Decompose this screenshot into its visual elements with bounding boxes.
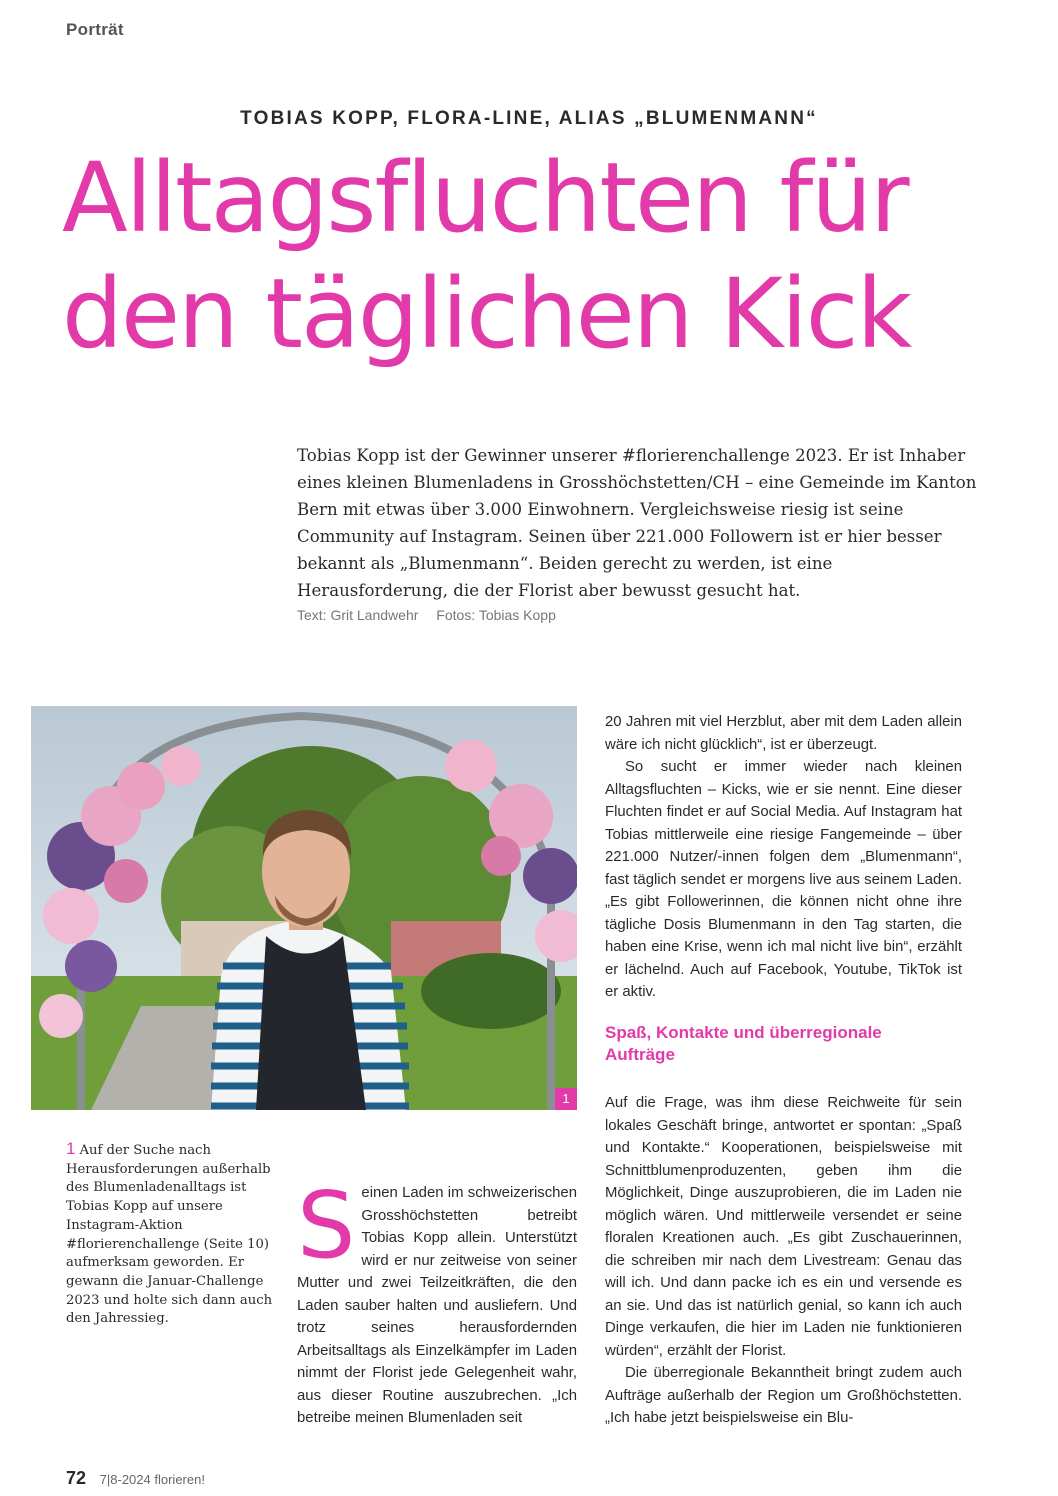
photo-number: 1 (555, 1088, 577, 1110)
body-column-right-bottom (605, 1092, 962, 1430)
florist-photo (31, 706, 577, 1110)
credit-photos: Fotos: Tobias Kopp (436, 607, 556, 623)
body-paragraph-4: Die überregionale Bekanntheit bringt zudem auch Aufträge außerhalb der Region um Großhöchstetten. „Ich habe jetzt beispielsweise ein Blu- (605, 1365, 962, 1426)
credits (297, 607, 556, 623)
caption-number: 1 (66, 1139, 76, 1158)
body-paragraph-3: Auf die Frage, was ihm diese Reichweite für sein lokales Geschäft bringe, antwortet er spontan: „Spaß und Kontakte.“ Kooperationen, beispielsweise mit Schnittblumenproduzenten, geben ihm die Möglichkeit, Dinge auszuprobieren, die im Laden nie möglich wären. Und mittlerweile versendet er seine floralen Kreationen auch. „Es gibt Zuschauerinnen, die schreiben mir nach dem Livestream: Genau das will ich. Und dann packe ich es ein und versende es an sie. Und das ist natürlich genial, so kann ich auch Dinge verkaufen, die hier im Laden nie funktionieren würden“, erzählt der Florist. (605, 1095, 962, 1359)
section-label: Porträt (66, 20, 124, 39)
page-number: 72 (66, 1468, 87, 1488)
body-paragraph-1-continued: 20 Jahren mit viel Herzblut, aber mit dem Laden allein wäre ich nicht glücklich“, ist er überzeugt. (605, 714, 962, 753)
headline-line-2: den täglichen Kick (62, 258, 911, 370)
body-column-middle (297, 1172, 577, 1430)
photo-caption (66, 1140, 276, 1329)
magazine-name: florieren! (154, 1472, 205, 1487)
subheading: Spaß, Kontakte und überregionale Aufträge (605, 1023, 882, 1064)
drop-cap: S (297, 1172, 356, 1279)
body-column-right-top (605, 711, 962, 1004)
headline (62, 140, 1022, 372)
page-footer (66, 1468, 205, 1489)
lead-paragraph: Tobias Kopp ist der Gewinner unserer #florierenchallenge 2023. Er ist Inhaber eines kleinen Blumenladens in Grosshöchstetten/CH – eine Gemeinde im Kanton Bern mit etwas über 3.000 Einwohnern. Vergleichsweise riesig ist seine Community auf Instagram. Seinen über 221.000 Followern ist er hier besser bekannt als „Blumenmann“. Beiden gerecht zu werden, ist eine Herausforderung, die der Florist aber bewusst gesucht hat. (297, 446, 977, 600)
caption-text: Auf der Suche nach Herausforderungen außerhalb des Blumenladenalltags ist Tobias Kopp auf unsere Instagram-Aktion #florierenchallenge (Seite 10) aufmerksam geworden. Er gewann die Januar-Challenge 2023 und holte sich dann auch den Jahressieg. (66, 1143, 273, 1327)
body-paragraph-1: einen Laden im schweizerischen Grosshöchstetten betreibt Tobias Kopp allein. Unterstützt wird er nur zeitweise von seiner Mutter und zwei Teilzeitkräften, die den Laden sauber halten und ausliefern. Und trotz seines herausfordernden Arbeitsalltags als Einzelkämpfer im Laden nimmt der Florist jede Gelegenheit wahr, aus dieser Routine auszubrechen. „Ich betreibe meinen Blumenladen seit (297, 1185, 577, 1426)
credit-text: Text: Grit Landwehr (297, 607, 419, 623)
article-kicker: TOBIAS KOPP, FLORA-LINE, ALIAS „BLUMENMANN“ (240, 108, 818, 129)
issue-number: 7|8-2024 (99, 1472, 151, 1487)
headline-line-1: Alltagsfluchten für (62, 142, 908, 254)
body-paragraph-2: So sucht er immer wieder nach kleinen Alltagsfluchten – Kicks, wie er sie nennt. Eine dieser Fluchten findet er auf Social Media. Auf Instagram hat Tobias mittlerweile eine riesige Fangemeinde – über 221.000 Nutzer/-innen folgen dem „Blumenmann“, fast täglich sendet er morgens live aus seinem Laden. „Es gibt Followerinnen, die können nicht ohne ihre tägliche Dosis Blumenmann in den Tag starten, die haben eine Krise, wenn ich mal nicht live bin“, erzählt er lächelnd. Auch auf Facebook, Youtube, TikTok ist er aktiv. (605, 759, 962, 1000)
photo-illustration (31, 706, 577, 1110)
